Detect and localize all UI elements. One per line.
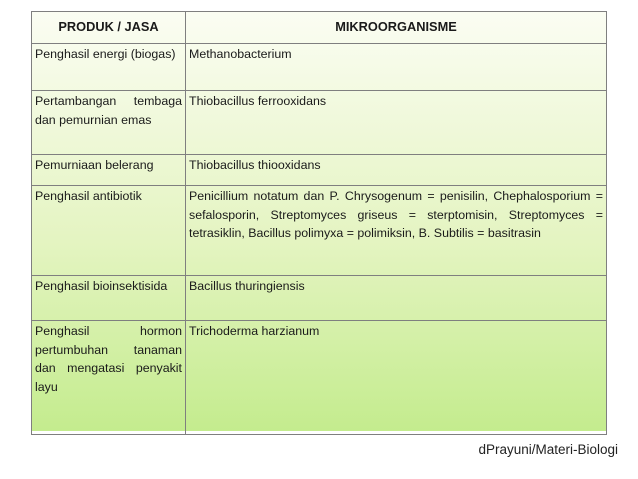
table-row bbox=[32, 186, 607, 276]
cell-produk: Penghasil hormon pertumbuhan tanaman dan mengatasi penyakit layu bbox=[32, 321, 186, 435]
header-mikroorganisme: MIKROORGANISME bbox=[186, 12, 607, 44]
microorganism-table bbox=[31, 11, 607, 435]
table-row bbox=[32, 91, 607, 155]
cell-produk: Penghasil antibiotik bbox=[32, 186, 186, 276]
table-row bbox=[32, 276, 607, 321]
cell-produk: Pertambangan tembaga dan pemurnian emas bbox=[32, 91, 186, 155]
cell-mikroorganisme: Thiobacillus thiooxidans bbox=[186, 155, 607, 186]
cell-produk: Pemurniaan belerang bbox=[32, 155, 186, 186]
table-row bbox=[32, 155, 607, 186]
table-header-row bbox=[32, 12, 607, 44]
cell-mikroorganisme: Methanobacterium bbox=[186, 44, 607, 91]
cell-produk: Penghasil energi (biogas) bbox=[32, 44, 186, 91]
cell-mikroorganisme: Thiobacillus ferrooxidans bbox=[186, 91, 607, 155]
cell-produk: Penghasil bioinsektisida bbox=[32, 276, 186, 321]
table-row bbox=[32, 44, 607, 91]
cell-mikroorganisme: Bacillus thuringiensis bbox=[186, 276, 607, 321]
cell-mikroorganisme: Penicillium notatum dan P. Chrysogenum = penisilin, Chephalosporium = sefalosporin, Streptomyces griseus = sterptomisin, Streptomyces = tetrasiklin, Bacillus polimyxa = polimiksin, B. Subtilis = basitrasin bbox=[186, 186, 607, 276]
header-produk: PRODUK / JASA bbox=[32, 12, 186, 44]
microorganism-table-container bbox=[31, 11, 606, 431]
table-row bbox=[32, 321, 607, 435]
cell-mikroorganisme: Trichoderma harzianum bbox=[186, 321, 607, 435]
credit-footer: dPrayuni/Materi-Biologi bbox=[478, 442, 618, 457]
